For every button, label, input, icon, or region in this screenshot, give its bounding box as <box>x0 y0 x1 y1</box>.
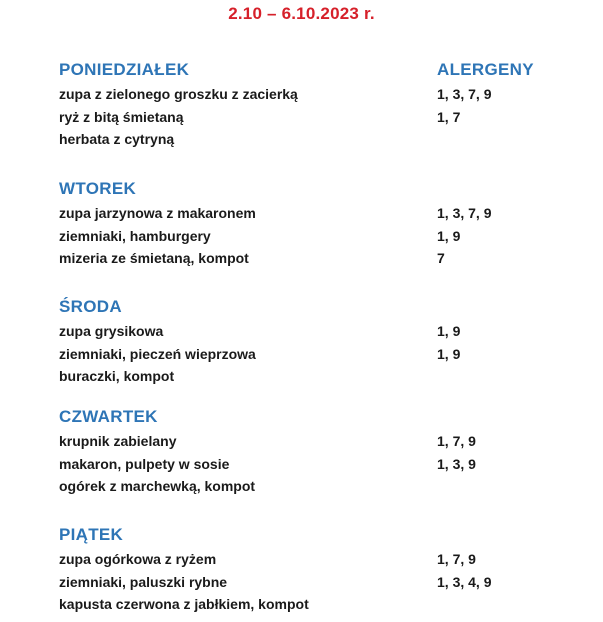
dish-name: zupa grysikowa <box>59 323 164 339</box>
day-heading-row <box>59 525 599 549</box>
day-block-wednesday <box>59 297 599 389</box>
dish-allergens: 1, 9 <box>437 323 461 339</box>
menu-item <box>59 107 599 130</box>
dish-name: zupa jarzynowa z makaronem <box>59 205 256 221</box>
dish-name: zupa z zielonego groszku z zacierką <box>59 86 298 102</box>
dish-name: ziemniaki, hamburgery <box>59 227 211 244</box>
dish-name: zupa ogórkowa z ryżem <box>59 551 217 567</box>
day-heading-row <box>59 179 599 203</box>
dish-allergens: 1, 7 <box>437 108 461 125</box>
dish-name: buraczki, kompot <box>59 368 175 384</box>
dish-allergens: 1, 9 <box>437 345 461 362</box>
menu-item <box>59 431 599 454</box>
menu-item <box>59 572 599 595</box>
menu-item <box>59 454 599 477</box>
dish-name: krupnik zabielany <box>59 433 177 449</box>
day-block-thursday <box>59 407 599 499</box>
menu-item <box>59 226 599 249</box>
dish-name: ryż z bitą śmietaną <box>59 108 184 125</box>
dish-name: mizeria ze śmietaną, kompot <box>59 250 249 266</box>
menu-item <box>59 476 599 499</box>
date-range-title: 2.10 – 6.10.2023 r. <box>228 4 375 23</box>
menu-item <box>59 366 599 389</box>
dish-allergens: 1, 3, 4, 9 <box>437 573 492 590</box>
dish-name: herbata z cytryną <box>59 131 175 147</box>
menu-item <box>59 248 599 271</box>
allergens-column-header: ALERGENY <box>437 60 534 79</box>
day-block-friday <box>59 525 599 617</box>
dish-name: makaron, pulpety w sosie <box>59 455 230 472</box>
dish-name: kapusta czerwona z jabłkiem, kompot <box>59 596 309 612</box>
menu-item <box>59 129 599 152</box>
dish-allergens: 1, 3, 7, 9 <box>437 205 492 221</box>
day-title: ŚRODA <box>59 297 122 316</box>
menu-item <box>59 203 599 226</box>
dish-name: ziemniaki, paluszki rybne <box>59 573 228 590</box>
day-title: WTOREK <box>59 179 137 198</box>
dish-allergens: 1, 3, 7, 9 <box>437 86 492 102</box>
dish-allergens: 1, 7, 9 <box>437 433 476 449</box>
dish-allergens: 1, 3, 9 <box>437 455 476 472</box>
dish-allergens: 7 <box>437 250 445 266</box>
day-title: PONIEDZIAŁEK <box>59 60 190 79</box>
dish-allergens: 1, 7, 9 <box>437 551 476 567</box>
day-block-monday <box>59 60 599 152</box>
dish-name: ogórek z marchewką, kompot <box>59 478 256 494</box>
day-heading-row <box>59 297 599 321</box>
day-title: CZWARTEK <box>59 407 158 426</box>
day-block-tuesday <box>59 179 599 271</box>
menu-item <box>59 549 599 572</box>
day-heading-row <box>59 407 599 431</box>
menu-item <box>59 594 599 617</box>
dish-name: ziemniaki, pieczeń wieprzowa <box>59 345 256 362</box>
dish-allergens: 1, 9 <box>437 227 461 244</box>
menu-item <box>59 321 599 344</box>
menu-item <box>59 344 599 367</box>
menu-item <box>59 84 599 107</box>
day-heading-row <box>59 60 599 84</box>
day-title: PIĄTEK <box>59 525 124 544</box>
